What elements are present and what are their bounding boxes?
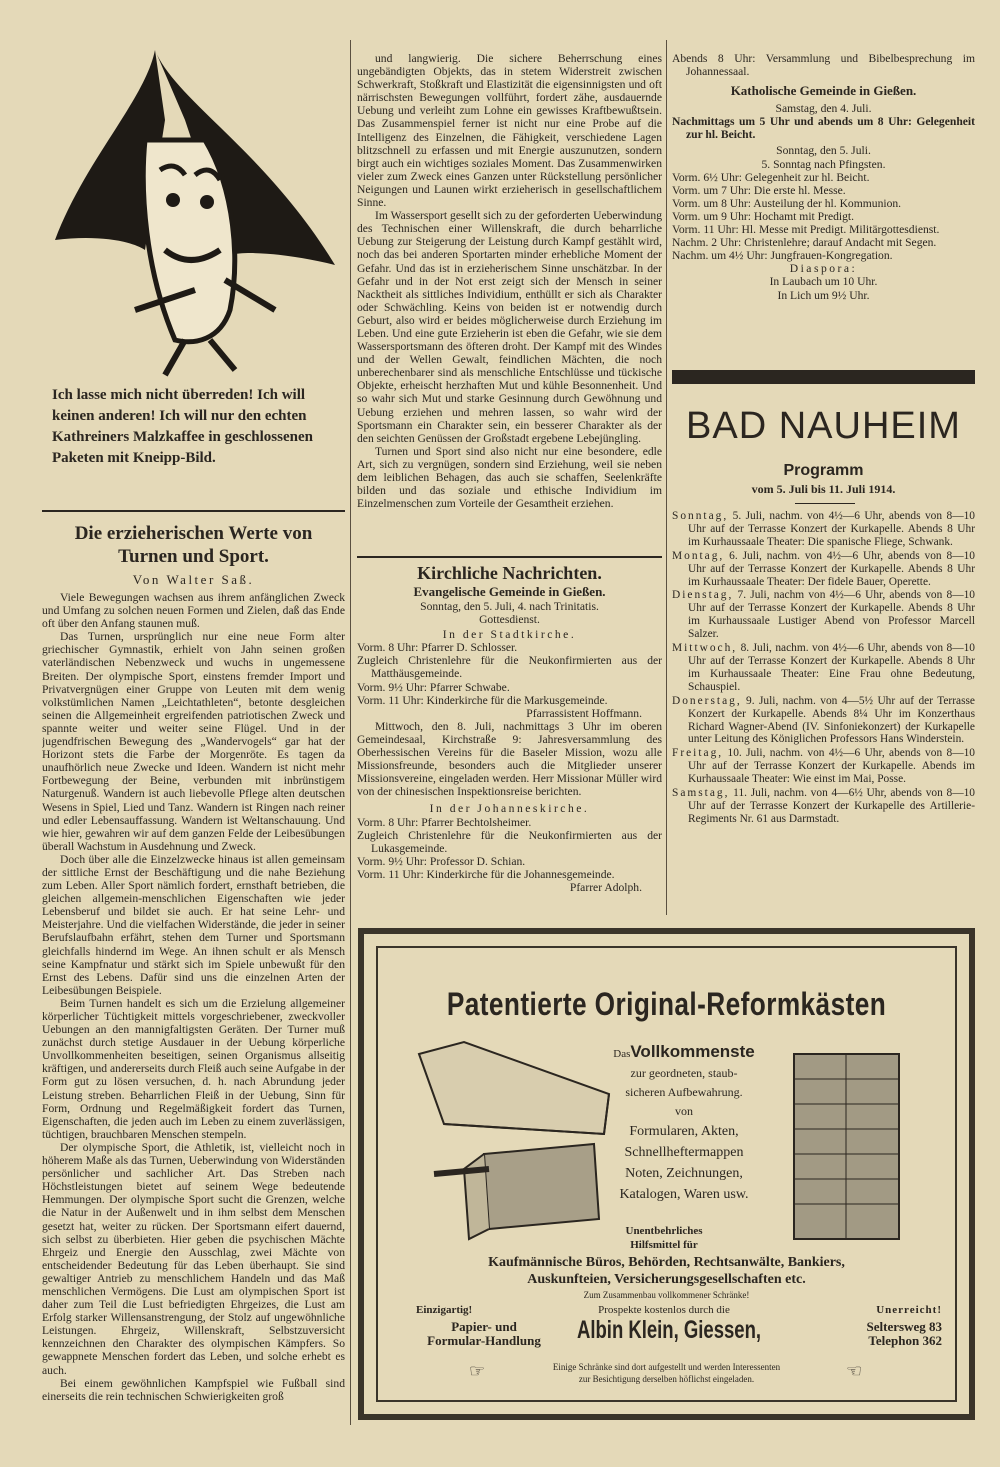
church-news-title: Kirchliche Nachrichten.	[417, 563, 602, 583]
paragraph: Vorm. 11 Uhr: Kinderkirche für die Markusgemeinde.	[357, 693, 608, 707]
catholic-news	[672, 52, 975, 357]
bad-nauheim-title: BAD NAUHEIM	[686, 405, 961, 447]
program-day: Dienstag,	[672, 589, 734, 602]
thick-divider	[672, 370, 975, 384]
program-text: 5. Juli, nachm. von 4½—6 Uhr, abends von 8—10 Uhr auf der Terrasse Konzert der Kurkapelle. Abends 8 Uhr im Kurhaussaale Theater: Die spanische Fliege, Schwank.	[688, 510, 975, 548]
sunday-date: Sonntag, den 5. Juli.	[776, 144, 871, 158]
filing-cabinet-illustration	[784, 1044, 909, 1244]
ad-unique: Einzigartig!	[416, 1304, 473, 1316]
ad-purpose-1: zur geordneten, staub-	[630, 1066, 738, 1080]
pointing-hand-left-icon: ☞	[469, 1361, 486, 1381]
program-entry	[672, 787, 975, 826]
program-day: Samstag,	[672, 787, 730, 800]
divider	[42, 510, 345, 512]
ad-vollkommenste: Vollkommenste	[630, 1042, 755, 1061]
paragraph: Vorm. 9½ Uhr: Pfarrer Schwabe.	[357, 680, 510, 694]
ad-assembly: Zum Zusammenbau vollkommener Schränke!	[583, 1290, 750, 1300]
kathreiner-ad-caption: Ich lasse mich nicht überreden! Ich will keinen anderen! Ich will nur den echten Kathreiners Malzkaffee in geschlossenen Paketen mit Kneipp-Bild.	[52, 387, 313, 466]
ad-audience-2: Auskunfteien, Versicherungsgesellschaften etc.	[527, 1272, 806, 1287]
johanneskirche-schedule	[357, 816, 662, 895]
ad-indispensable-2: Hilfsmittel für	[630, 1239, 698, 1251]
ad-shop-type-1: Papier- und	[451, 1319, 517, 1334]
ad-address	[794, 1320, 942, 1348]
article-left-column	[42, 522, 345, 1422]
ad-indispensable	[544, 1224, 784, 1252]
service-date: Sonntag, den 5. Juli, 4. nach Trinitatis.	[420, 600, 599, 613]
paragraph: Vorm. um 8 Uhr: Austeilung der hl. Kommunion.	[672, 196, 902, 210]
program-day: Donerstag,	[672, 694, 742, 707]
diaspora-heading: Diaspora:	[789, 262, 858, 276]
paragraph: Der olympische Sport, die Athletik, ist, vielleicht noch in höherem Maße als das Turnen, Ueberwindung von Widerständen persönlicher und sachlicher Art. Das Streben nach Höchstleistungen bietet auf seinem Wege bedeutende Hemmungen. Der olympische Sport sucht die Grenzen, welche die Natur in der Außenwelt und in ihm selbst dem Menschen gesetzt hat, weiter zu rücken. Der Sportsmann eifert dauernd, sich selbst zu überbieten. Hier geben die psychischen Mächte Ehrgeiz und Energie den Ausschlag, zwei Mächte von entscheidender Bedeutung für das Leben überhaupt. Sie sind gewaltiger Antrieb zu menschlichem Handeln und das Maß menschlichen Vermögens. Die Lust am olympischen Sport ist daher zum Teil die Lust befriedigten Ehrgeizes, die Lust am Erfolg starker Willensanstrengung, der Stolz auf ungewöhnliche Leistungen. Ehrgeiz, Willenskraft, Selbstzuversicht kennzeichnen den Charakter des olympischen Kämpfers. So gewappnete Menschen fordert das Leben, und solche erhebt es auch.	[42, 1140, 345, 1377]
ad-items	[589, 1121, 779, 1205]
program-text: 9. Juli, nachm. von 4—5½ Uhr auf der Terrasse Konzert der Kurkapelle. Abends 8¼ Uhr im Konzerthaus Richard Wagner-Abend (IV. Sinfoniekonzert) der Kurkapelle unter Leitung des Königlichen Professors Hans Winderstein.	[688, 694, 975, 746]
program-dates: vom 5. Juli bis 11. Juli 1914.	[751, 482, 896, 496]
program-day: Freitag,	[672, 747, 724, 760]
paragraph: Vorm. um 7 Uhr: Die erste hl. Messe.	[672, 183, 846, 197]
program-text: 7. Juli, nachm von 4½—6 Uhr, abends von 8—10 Uhr auf der Terrasse Konzert der Kurkapelle. Abends 8 Uhr im Kurhaussaale Lustiger Abend von Professor Marcell Salzer.	[688, 589, 975, 641]
ad-purpose-2: sicheren Aufbewahrung.	[625, 1085, 743, 1099]
ad-shop-type	[414, 1320, 554, 1348]
reform-kaesten-ad	[358, 928, 975, 1420]
ad-footer	[494, 1361, 839, 1385]
bible-meeting: Abends 8 Uhr: Versammlung und Bibelbesprechung im Johannessaal.	[672, 52, 975, 79]
program-heading: Programm	[783, 462, 864, 479]
program-entry	[672, 589, 975, 641]
paragraph: Zugleich Christenlehre für die Neukonfirmierten aus der Matthäusgemeinde.	[357, 654, 662, 681]
paragraph: Viele Bewegungen wachsen aus ihrem anfänglichen Zweck und Umfang zu solchen neuen Formen und Zielen, daß das Ende oft über den Anfang staunen muß.	[42, 591, 345, 631]
short-divider	[795, 503, 855, 504]
ad-title: Patentierte Original-Reformkästen	[446, 986, 887, 1022]
paragraph: Zugleich Christenlehre für die Neukonfirmierten aus der Lukasgemeinde.	[357, 828, 662, 855]
catholic-heading: Katholische Gemeinde in Gießen.	[730, 83, 917, 99]
evangelical-heading: Evangelische Gemeinde in Gießen.	[413, 584, 606, 599]
ad-item: Schnellheftermappen	[624, 1145, 744, 1160]
program-day: Mittwoch,	[672, 642, 738, 655]
paragraph: In Laubach um 10 Uhr.	[769, 275, 878, 289]
paragraph: Das Turnen, ursprünglich nur eine neue Form alter griechischer Gymnastik, erhielt von Jahn seinen großen vaterländischen Nebenzweck und wuchs in ungemessene Breiten. Der olympische Sport, einstens fremder Import und Privatvergnügen einer Gruppe von Leuten mit dem wenig volkstümlichen Namen „Leichtathleten“, betonte desgleichen seinen die Allgemeinheit ergreifenden patriotischen Zweck und spannte weiter und weiter seine Flügel. Und in der jugendfrischen Bewegung des „Wandervogels“ gar hat der Horizont stets die Farbe der Morgenröte. Es tagen da unaufhörlich neue Zwecke und Ideen. Wandern ist nicht mehr Fortbewegung der Beine, verbunden mit inbrünstigem Naturgenuß. Wandern ist auch liebevolle Pflege alten deutschen Wesens in Spiel, Lied und Tanz. Wandern ist Ringen nach reiner und edler Lebensauffassung. Wandern ist Weltanschauung. Und wie hier, gewahren wir auf dem ganzen Felde der Leibesübungen überall Wachstum in Ausdehnung und Zweck.	[42, 630, 345, 853]
ad-das: Das	[613, 1048, 631, 1060]
program-day: Montag,	[672, 549, 725, 562]
ad-company: Albin Klein, Giessen,	[576, 1316, 762, 1344]
program-entry	[672, 695, 975, 747]
saturday-date: Samstag, den 4. Juli.	[775, 102, 872, 116]
paragraph: Turnen und Sport sind also nicht nur eine besondere, edle Art, sich zu vergnügen, sondern sind Erziehung, weil sie neben dem leiblichen Behagen, das auch sie schaffen, Seelenkräfte bilden und das soziale und ethische Individium im Einzelmenschen zum Vorteile der Gesamtheit erziehen.	[357, 444, 662, 511]
program-text: 6. Juli, nachm. von 4½—6 Uhr, abends von 8—10 Uhr auf der Terrasse Konzert der Kurkapelle. Abends 8 Uhr im Kurhaussaale Theater: Der fidele Bauer, Operette.	[688, 549, 975, 588]
ad-street: Seltersweg 83	[866, 1319, 942, 1334]
article-body-continued	[357, 52, 662, 510]
paragraph: Vorm. 11 Uhr: Kinderkirche für die Johannesgemeinde.	[357, 867, 615, 881]
ad-product-text	[589, 1042, 779, 1205]
paragraph: Nachm. 2 Uhr: Christenlehre; darauf Andacht mit Segen.	[672, 236, 937, 250]
program-entry	[672, 642, 975, 694]
program-text: 8. Juli, nachm. von 4½—6 Uhr, abends von 8—10 Uhr auf der Terrasse Konzert der Kurkapelle. Abends 8 Uhr im Kurhaussaale Theater: Eine Frau ohne Bedeutung, Schauspiel.	[688, 642, 975, 693]
paragraph: Vorm. 8 Uhr: Pfarrer Bechtolsheimer.	[357, 815, 532, 829]
ad-audience-1: Kaufmännische Büros, Behörden, Rechtsanwälte, Bankiers,	[488, 1255, 845, 1270]
diaspora-schedule	[672, 275, 975, 301]
saturday-confession: Nachmittags um 5 Uhr und abends um 8 Uhr: Gelegenheit zur hl. Beicht.	[672, 115, 975, 142]
paragraph: Vorm. 11 Uhr: Hl. Messe mit Predigt. Militärgottesdienst.	[672, 223, 940, 237]
mission-notice: Mittwoch, den 8. Juli, nachmittags 3 Uhr im oberen Gemeindesaal, Kirchstraße 9: Jahresversammlung des Oberhessischen Vereins für die Baseler Mission, wozu alle Missionsfreunde, besonders auch die Mitglieder unserer Missionsvereine, eingeladen werden. Herr Missionar Müller wird von der chinesischen Inspektionsreise berichten.	[357, 719, 662, 799]
paragraph: Vorm. 6½ Uhr: Gelegenheit zur hl. Beicht.	[672, 170, 870, 184]
ad-footer-2: zur Besichtigung derselben höflichst eingeladen.	[578, 1374, 755, 1384]
article-title: Die erzieherischen Werte von Turnen und Sport.	[74, 523, 313, 567]
divider	[357, 556, 662, 558]
paragraph: Nachm. um 4½ Uhr: Jungfrauen-Kongregation.	[672, 249, 893, 263]
ad-item: Noten, Zeichnungen,	[625, 1166, 743, 1181]
article-body	[42, 591, 345, 1403]
sunday-subtitle: 5. Sonntag nach Pfingsten.	[761, 157, 886, 171]
ad-prospects: Prospekte kostenlos durch die	[598, 1304, 730, 1316]
ad-purpose-3: von	[675, 1104, 693, 1118]
paragraph: Vorm. 8 Uhr: Pfarrer D. Schlosser.	[357, 641, 518, 655]
program-text: 10. Juli, nachm. von 4½—6 Uhr, abends von 8—10 Uhr auf der Terrasse Konzert der Kurkapelle. Abends im Kurhaussaale Theater: Wie einst im Mai, Posse.	[688, 747, 975, 786]
stadtkirche-schedule	[357, 641, 662, 720]
program-entry	[672, 550, 975, 589]
paragraph: In Lich um 9½ Uhr.	[777, 288, 870, 302]
paragraph: Bei einem gewöhnlichen Kampfspiel wie Fußball sind einerseits die rein technischen Schwierigkeiten groß	[42, 1376, 345, 1403]
paragraph: Doch über alle die Einzelzwecke hinaus ist allen gemeinsam der sittliche Ernst der Beschäftigung und die nahe Beziehung zum Leben. Aller Sport nämlich fordert, ernsthaft betrieben, die gleichen allgemein-menschlichen Eigenschaften wie jeder Lebensberuf und bildet sie auch. Er hat seine Lehr- und Meisterjahre. Und die vielfachen Widerstände, die jeder in seiner Berufslaufbahn erfährt, stehen dem Turner und Sportsmann gleichfalls hindernd im Wege. An ihnen schult er als Mensch seine Kampfnatur und stärkt sich im Spiele unbewußt für den Ernst des Lebens. Dafür sind uns die einzelnen Arten der Leibesübungen Beispiele.	[42, 852, 345, 997]
ad-audience	[364, 1254, 969, 1288]
paragraph: Pfarrassistent Hoffmann.	[526, 706, 642, 720]
bad-nauheim-program	[672, 510, 975, 880]
column-divider	[666, 40, 667, 915]
paragraph: Pfarrer Adolph.	[569, 880, 642, 894]
article-middle-column	[357, 52, 662, 552]
program-entry	[672, 510, 975, 549]
pointing-hand-right-icon: ☜	[846, 1361, 863, 1381]
service-label: Gottesdienst.	[479, 613, 540, 627]
stadtkirche-heading: In der Stadtkirche.	[442, 628, 577, 642]
ad-indispensable-1: Unentbehrliches	[625, 1225, 703, 1237]
paragraph: Beim Turnen handelt es sich um die Erzielung allgemeiner körperlicher Tüchtigkeit mittels vorgeschriebener, zweckvoller Uebungen an den mannigfaltigsten Geräten. Der Turner muß zunächst durch stetige Ausdauer in der Uebung körperliche Unvollkommenheiten beseitigen, seinen Organismus allseitig kräftigen, und andererseits durch Fleiß auch seine Aufgabe in der Form gut zu lösen versuchen, d. h. nach Abrundung jeder Leistung streben. Beharrlichen Fleiß in der Uebung, Sinn für Form, Ordnung und Regelmäßigkeit fordert das Turnen, Eigenschaften, die jeden auch im Leben zu einem zuverlässigen, tüchtigen, brauchbaren Menschen stempeln.	[42, 996, 345, 1141]
ad-telephone: Telephon 362	[868, 1333, 942, 1348]
kathreiner-mascot-illustration	[45, 40, 340, 380]
ad-unrivalled: Unerreicht!	[876, 1304, 942, 1316]
paragraph: Vorm. 9½ Uhr: Professor D. Schian.	[357, 854, 526, 868]
program-entry	[672, 747, 975, 786]
ad-footer-1: Einige Schränke sind dort aufgestellt und werden Interessenten	[552, 1362, 781, 1372]
program-text: 11. Juli, nachm. von 4—6½ Uhr, abends von 8—10 Uhr auf der Terrasse Konzert der Kurkapelle des Artillerie-Regiments Nr. 61 aus Darmstadt.	[688, 787, 975, 825]
ad-shop-type-2: Formular-Handlung	[427, 1333, 541, 1348]
program-day: Sonntag,	[672, 510, 729, 522]
catholic-schedule	[672, 171, 975, 263]
church-news	[357, 562, 662, 917]
paragraph: Im Wassersport gesellt sich zu der geforderten Ueberwindung des Technischen einer Willenskraft, die durch beharrliche Uebung zur Steigerung der Leistung durch Kampf gestählt wird, noch das bei anderen Sportarten minder erhebliche Moment der Gefahr. Und das ist in erzieherischem Sinne unschätzbar. In der Gefahr und in der Not erst zeigt sich der Mensch in seiner Nacktheit als sittliches Individium, enthüllt er sich als Charakter oder Schwächling. Keins von beiden ist er notwendig durch Geburt, also wird er beides möglicherweise durch Erziehung im Leben. Und eine gute Erzieherin ist eben die Gefahr, wie sie dem Wassersportsmann des öfteren droht. Der Kampf mit des Windes und der Wellen Gewalt, feindlichen Mächten, die noch unberechenbarer sind als menschliche Entschlüsse und tückische Objekte, erheischt herzhaften Mut und kühle Besonnenheit. Und so wahr sich Mut und starke Gesinnung durch Gewöhnung und Uebung erziehen und mehren lassen, so wahr wird der Sportsmann ein Charakter sein, ein besserer Charakter als der den seichten Genüssen der Großstadt ergebene Lebejüngling.	[357, 209, 662, 445]
column-divider	[350, 40, 351, 1425]
ad-item: Formularen, Akten,	[629, 1124, 739, 1139]
johanneskirche-heading: In der Johanneskirche.	[429, 802, 590, 816]
ad-item: Katalogen, Waren usw.	[619, 1187, 749, 1202]
paragraph: Vorm. um 9 Uhr: Hochamt mit Predigt.	[672, 209, 855, 223]
paragraph: und langwierig. Die sichere Beherrschung eines ungebändigten Objekts, das in stetem Widerstreit zwischen Schwerkraft, Stoßkraft und Elastizität die eigensinnigsten und oft närrischsten Bewegungen vollführt, fordert zähe, ausdauernde Uebung und verleiht zum Lohne ein gewisses Kraftbewußtsein. Das Zusammenspiel ferner ist nicht nur eine Probe auf die Intelligenz des Einzelnen, die Fähigkeit, verschiedene Lagen blitzschnell zu erfassen und mit Energie auszunutzen, sondern birgt auch ein wichtiges soziales Moment. Das Zusammenwirken vieler zum Zweck eines Ganzen unter Rückstellung persönlicher Neigungen und Launen wirkt erzieherisch in gesellschaftlichem Sinne.	[357, 52, 662, 210]
article-byline: Von Walter Saß.	[132, 572, 255, 587]
